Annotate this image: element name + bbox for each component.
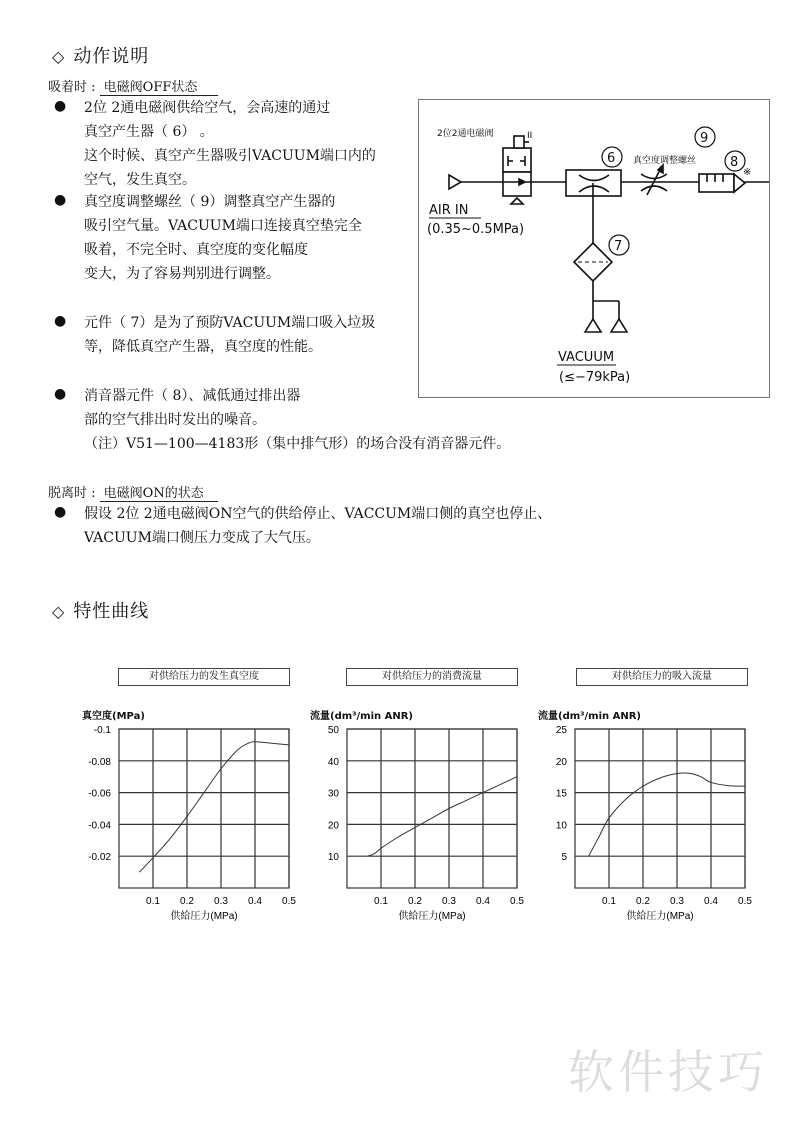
chart-plot <box>530 721 760 930</box>
series-line <box>589 773 745 856</box>
y-tick-label: -0.06 <box>88 788 111 800</box>
paragraph-line: 等，降低真空产生器，真空度的性能。 <box>84 339 322 355</box>
section-title: 特性曲线 <box>73 601 150 622</box>
release-state: 电磁阀ON的状态 <box>100 482 218 502</box>
adsorb-state: 电磁阀OFF状态 <box>100 76 218 96</box>
y-tick-label: 20 <box>327 820 339 832</box>
diamond-icon: ◇ <box>52 47 66 66</box>
paragraph-line: 假设 2位 2通电磁阀ON空气的供给停止、VACCUM端口侧的真空也停止、 <box>84 506 552 522</box>
plot-frame <box>575 729 745 888</box>
y-tick-label: -0.04 <box>88 820 111 832</box>
valve-spring-icon <box>511 198 523 204</box>
x-axis-title: 供給圧力(MPa) <box>626 911 694 922</box>
bullet-icon: ● <box>54 504 67 520</box>
release-label-row <box>48 482 218 502</box>
paragraph-line: 部的空气排出时发出的噪音。 <box>84 412 266 428</box>
adsorb-label: 吸着时 : <box>48 80 96 95</box>
plot-frame <box>119 729 289 888</box>
diamond-icon: ◇ <box>52 602 66 621</box>
y-tick-label: 15 <box>555 788 567 800</box>
vacuum-port-icon-1 <box>585 319 601 332</box>
solenoid-icon <box>514 136 524 148</box>
x-tick-label: 0.2 <box>636 896 650 907</box>
vacuum-port-icon-2 <box>611 319 627 332</box>
y-tick-label: -0.02 <box>88 852 111 864</box>
chart-plot <box>302 721 532 930</box>
pneumatic-circuit-diagram <box>418 99 770 398</box>
y-axis-title: 真空度(MPa) <box>82 711 145 722</box>
bullet-icon: ● <box>54 192 67 208</box>
vacuum-range: (≤−79kPa) <box>559 370 631 385</box>
section-heading-characteristics <box>52 597 149 623</box>
bullet-icon: ● <box>54 98 67 114</box>
silencer-number: 8 <box>730 155 739 170</box>
x-tick-label: 0.1 <box>374 896 388 907</box>
y-tick-label: 25 <box>555 725 567 736</box>
section-title: 动作说明 <box>73 46 150 67</box>
y-tick-label: 40 <box>327 756 339 768</box>
bullet-paragraph <box>84 502 551 550</box>
y-tick-label: 20 <box>555 756 567 768</box>
x-axis-title: 供給圧力(MPa) <box>398 911 466 922</box>
x-axis-title: 供給圧力(MPa) <box>170 911 238 922</box>
air-in-range: (0.35~0.5MPa) <box>427 222 525 237</box>
paragraph-line: 消音器元件（ 8）、减低通过排出器 <box>84 388 301 404</box>
air-in-label: AIR IN <box>429 203 469 218</box>
x-tick-label: 0.5 <box>282 896 296 907</box>
air-in-port-icon <box>449 175 461 189</box>
x-tick-label: 0.3 <box>442 896 456 907</box>
vacuum-label: VACUUM <box>558 350 615 365</box>
watermark: 软件技巧 <box>568 1045 768 1099</box>
adjust-number: 9 <box>700 131 709 146</box>
y-tick-label: 10 <box>327 852 339 864</box>
chart-title: 对供给压力的消费流量 <box>346 668 518 686</box>
y-tick-label: 50 <box>327 725 339 736</box>
adjust-label: 真空度调整螺丝 <box>633 156 697 166</box>
paragraph-line: 真空产生器（ 6） 。 <box>84 124 214 140</box>
y-tick-label: 10 <box>555 820 567 832</box>
paragraph-line: VACUUM端口侧压力变成了大气压。 <box>84 530 320 546</box>
y-tick-label: -0.08 <box>88 756 111 768</box>
plot-frame <box>347 729 517 888</box>
x-tick-label: 0.5 <box>738 896 752 907</box>
x-tick-label: 0.4 <box>704 896 718 907</box>
solenoid-mark: II <box>527 131 533 141</box>
bullet-paragraph <box>84 190 362 286</box>
adsorb-label-row <box>48 76 218 96</box>
ejector-number: 6 <box>607 151 616 166</box>
x-tick-label: 0.5 <box>510 896 524 907</box>
chart-title: 对供给压力的吸入流量 <box>576 668 748 686</box>
paragraph-line: 这个时候、真空产生器吸引VACUUM端口内的 <box>84 148 376 164</box>
paragraph-line: （注）V51—100—4183形（集中排气形）的场合没有消音器元件。 <box>84 436 511 452</box>
bullet-icon: ● <box>54 386 67 402</box>
bullet-paragraph <box>84 311 375 359</box>
silencer-note: ※ <box>743 167 752 178</box>
paragraph-line: 2位 2通电磁阀供给空气，会高速的通过 <box>84 100 331 116</box>
x-tick-label: 0.3 <box>214 896 228 907</box>
paragraph-line: 吸着，不完全时、真空度的变化幅度 <box>84 242 308 258</box>
y-tick-label: 5 <box>561 852 567 864</box>
section-heading-operation <box>52 42 149 68</box>
bullet-paragraph <box>84 96 376 192</box>
x-tick-label: 0.3 <box>670 896 684 907</box>
release-label: 脱离时 : <box>48 486 96 501</box>
x-tick-label: 0.4 <box>476 896 490 907</box>
valve-label: 2位2通电磁阀 <box>437 129 494 139</box>
paragraph-line: 变大，为了容易判别进行调整。 <box>84 266 280 282</box>
x-tick-label: 0.2 <box>180 896 194 907</box>
paragraph-line: 真空度调整螺丝（ 9）调整真空产生器的 <box>84 194 336 210</box>
x-tick-label: 0.1 <box>602 896 616 907</box>
series-line <box>367 777 517 857</box>
chart-title: 对供给压力的发生真空度 <box>118 668 290 686</box>
y-axis-title: 流量(dm³/min ANR) <box>310 711 414 722</box>
paragraph-line: 吸引空气量。VACUUM端口连接真空垫完全 <box>84 218 362 234</box>
chart-plot <box>74 721 304 930</box>
valve-lower-block <box>503 172 531 196</box>
paragraph-line: 空气，发生真空。 <box>84 172 196 188</box>
y-axis-title: 流量(dm³/min ANR) <box>538 711 642 722</box>
bullet-icon: ● <box>54 313 67 329</box>
x-tick-label: 0.1 <box>146 896 160 907</box>
x-tick-label: 0.4 <box>248 896 262 907</box>
silencer-icon <box>699 174 734 192</box>
y-tick-label: 30 <box>327 788 339 800</box>
filter-number: 7 <box>614 239 623 254</box>
x-tick-label: 0.2 <box>408 896 422 907</box>
paragraph-line: 元件（ 7）是为了预防VACUUM端口吸入垃圾 <box>84 315 376 331</box>
y-tick-label: -0.1 <box>93 725 111 736</box>
